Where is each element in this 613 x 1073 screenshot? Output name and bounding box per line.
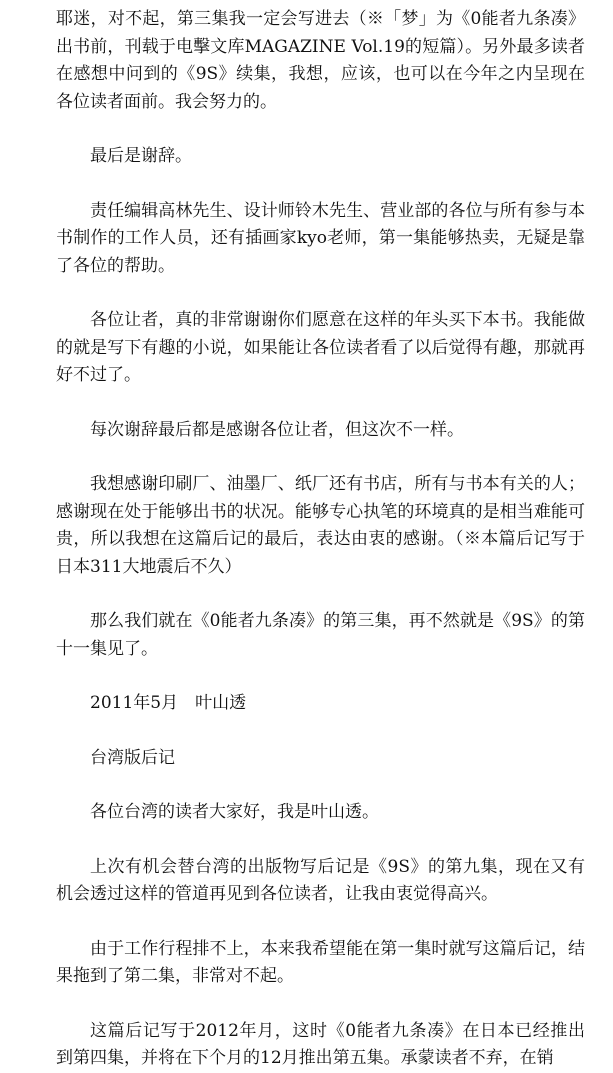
signature-date-line: 2011年5月 叶山透 [90, 693, 247, 713]
paragraph-13: 这篇后记写于2012年月，这时《0能者九条凑》在日本已经推出到第四集，并将在下个月的12月推出第五集。承蒙读者不弃，在销 [56, 1020, 585, 1068]
section-heading: 台湾版后记 [90, 747, 175, 768]
paragraph-4: 各位让者，真的非常谢谢你们愿意在这样的年头买下本书。我能做的就是写下有趣的小说，如果能让各位读者看了以后觉得有趣，那就再好不过了。 [56, 310, 585, 385]
paragraph-6: 我想感谢印刷厂、油墨厂、纸厂还有书店，所有与书本有关的人；感谢现在处于能够出书的状况。能够专心执笔的环境真的是相当难能可贵，所以我想在这篇后记的最后，表达由衷的感谢。（※本篇后记写于日本311大地震后不久） [56, 474, 585, 577]
paragraph-10: 各位台湾的读者大家好，我是叶山透。 [90, 802, 379, 822]
paragraph-11: 上次有机会替台湾的出版物写后记是《9S》的第九集，现在又有机会透过这样的管道再见到各位读者，让我由衷觉得高兴。 [56, 856, 585, 904]
paragraph-2: 最后是谢辞。 [90, 146, 192, 166]
paragraph-1: 耶迷，对不起，第三集我一定会写进去（※「梦」为《0能者九条凑》出书前，刊载于电擊文库MAGAZINE Vol.19的短篇）。另外最多读者在感想中问到的《9S》续集，我想，应该，也可以在今年之内呈现在各位读者面前。我会努力的。 [56, 9, 585, 112]
paragraph-5: 每次谢辞最后都是感谢各位让者，但这次不一样。 [90, 419, 464, 440]
paragraph-12: 由于工作行程排不上，本来我希望能在第一集时就写这篇后记，结果拖到了第二集，非常对不起。 [56, 938, 585, 986]
paragraph-7: 那么我们就在《0能者九条凑》的第三集，再不然就是《9S》的第十一集见了。 [56, 611, 585, 659]
paragraph-3: 责任编辑高林先生、设计师铃木先生、营业部的各位与所有参与本书制作的工作人员，还有插画家kyo老师，第一集能够热卖，无疑是靠了各位的帮助。 [56, 200, 585, 276]
